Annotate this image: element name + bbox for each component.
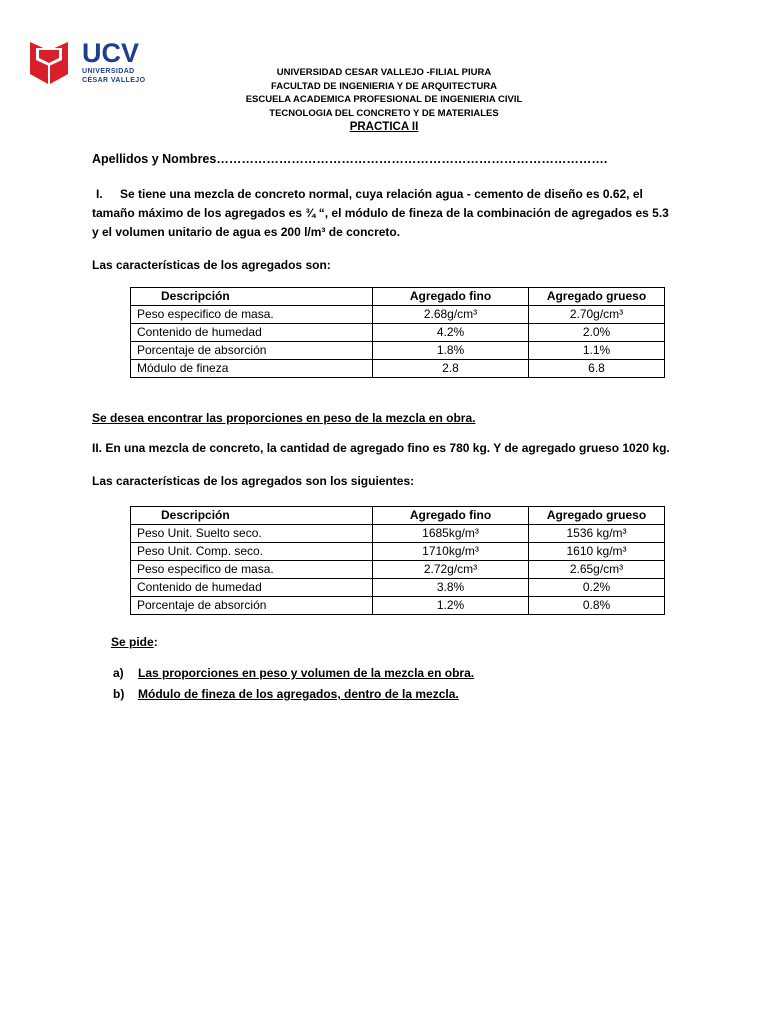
- table-cell: Porcentaje de absorción: [131, 342, 373, 360]
- table-cell: 4.2%: [373, 324, 529, 342]
- table-header-row: [131, 288, 665, 306]
- question-1: [92, 185, 672, 242]
- table-row: [131, 306, 665, 324]
- table-cell: Peso especifico de masa.: [131, 306, 373, 324]
- requested-items: [113, 663, 474, 705]
- table-cell: 2.70g/cm³: [529, 306, 665, 324]
- aggregates-table-1: [130, 287, 665, 378]
- table-row: [131, 342, 665, 360]
- table-cell: Peso Unit. Suelto seco.: [131, 525, 373, 543]
- se-pide-text: Se pide: [111, 635, 154, 649]
- table-cell: Porcentaje de absorción: [131, 597, 373, 615]
- table-cell: 1610 kg/m³: [529, 543, 665, 561]
- question-2: II. En una mezcla de concreto, la cantidad de agregado fino es 780 kg. Y de agregado grueso 1020 kg.: [92, 441, 670, 455]
- table-cell: 1536 kg/m³: [529, 525, 665, 543]
- table-cell: Peso Unit. Comp. seco.: [131, 543, 373, 561]
- table-cell: 0.2%: [529, 579, 665, 597]
- logo-subtitle-2: CÉSAR VALLEJO: [82, 77, 146, 84]
- names-line: Apellidos y Nombres………………………………………………………………………………….: [92, 152, 608, 166]
- table-cell: 2.72g/cm³: [373, 561, 529, 579]
- table-header-cell: Descripción: [131, 288, 373, 306]
- list-item: [113, 663, 474, 684]
- table-cell: 2.0%: [529, 324, 665, 342]
- header-university: UNIVERSIDAD CESAR VALLEJO -FILIAL PIURA: [276, 67, 492, 78]
- table-row: [131, 579, 665, 597]
- objective-statement: Se desea encontrar las proporciones en peso de la mezcla en obra.: [92, 411, 476, 425]
- table-row: [131, 561, 665, 579]
- se-pide-label: [111, 633, 158, 652]
- header-faculty: FACULTAD DE INGENIERIA Y DE ARQUITECTURA: [270, 80, 498, 92]
- table-header-cell: Agregado grueso: [529, 507, 665, 525]
- table-header-cell: Agregado grueso: [529, 288, 665, 306]
- table-cell: 1685kg/m³: [373, 525, 529, 543]
- table-cell: 2.8: [373, 360, 529, 378]
- table-header-cell: Agregado fino: [373, 507, 529, 525]
- table-row: [131, 597, 665, 615]
- table-cell: 1.8%: [373, 342, 529, 360]
- se-pide-colon: :: [153, 635, 158, 649]
- table-cell: 3.8%: [373, 579, 529, 597]
- table-header-row: [131, 507, 665, 525]
- table-row: [131, 525, 665, 543]
- table-cell: 6.8: [529, 360, 665, 378]
- table-cell: Contenido de humedad: [131, 579, 373, 597]
- header-course: TECNOLOGIA DEL CONCRETO Y DE MATERIALES: [269, 107, 499, 119]
- table-header-cell: Descripción: [131, 507, 373, 525]
- table-cell: 1.2%: [373, 597, 529, 615]
- logo-subtitle-1: UNIVERSIDAD: [82, 68, 135, 75]
- document-header: [0, 66, 768, 135]
- table-cell: 1.1%: [529, 342, 665, 360]
- list-item-text: Las proporciones en peso y volumen de la mezcla en obra.: [138, 666, 475, 680]
- table-cell: 0.8%: [529, 597, 665, 615]
- question-1-number: I.: [96, 187, 103, 201]
- table-cell: 1710kg/m³: [373, 543, 529, 561]
- list-item-letter: b): [113, 687, 125, 701]
- table-cell: Peso especifico de masa.: [131, 561, 373, 579]
- table-row: [131, 324, 665, 342]
- aggregates-label-1: Las características de los agregados son:: [92, 258, 331, 272]
- question-1-text: Se tiene una mezcla de concreto normal, cuya relación agua - cemento de diseño es 0.62, el tamaño máximo de los agregados es ¾ “, el módulo de fineza de la combinación de agregados es 5.3 y el volumen unitario de agua es 200 l/m³ de concreto.: [92, 187, 669, 239]
- header-practica: PRACTICA II: [349, 121, 419, 133]
- table-cell: 2.68g/cm³: [373, 306, 529, 324]
- table-cell: Módulo de fineza: [131, 360, 373, 378]
- list-item-text: Módulo de fineza de los agregados, dentro de la mezcla.: [138, 687, 459, 701]
- header-school: ESCUELA ACADEMICA PROFESIONAL DE INGENIERIA CIVIL: [245, 94, 523, 105]
- aggregates-label-2: Las características de los agregados son los siguientes:: [92, 474, 415, 488]
- logo-wordmark: UCV: [82, 38, 140, 68]
- table-cell: Contenido de humedad: [131, 324, 373, 342]
- aggregates-table-2: [130, 506, 665, 615]
- table-row: [131, 543, 665, 561]
- table-cell: 2.65g/cm³: [529, 561, 665, 579]
- table-row: [131, 360, 665, 378]
- list-item: [113, 684, 474, 705]
- list-item-letter: a): [113, 666, 124, 680]
- table-header-cell: Agregado fino: [373, 288, 529, 306]
